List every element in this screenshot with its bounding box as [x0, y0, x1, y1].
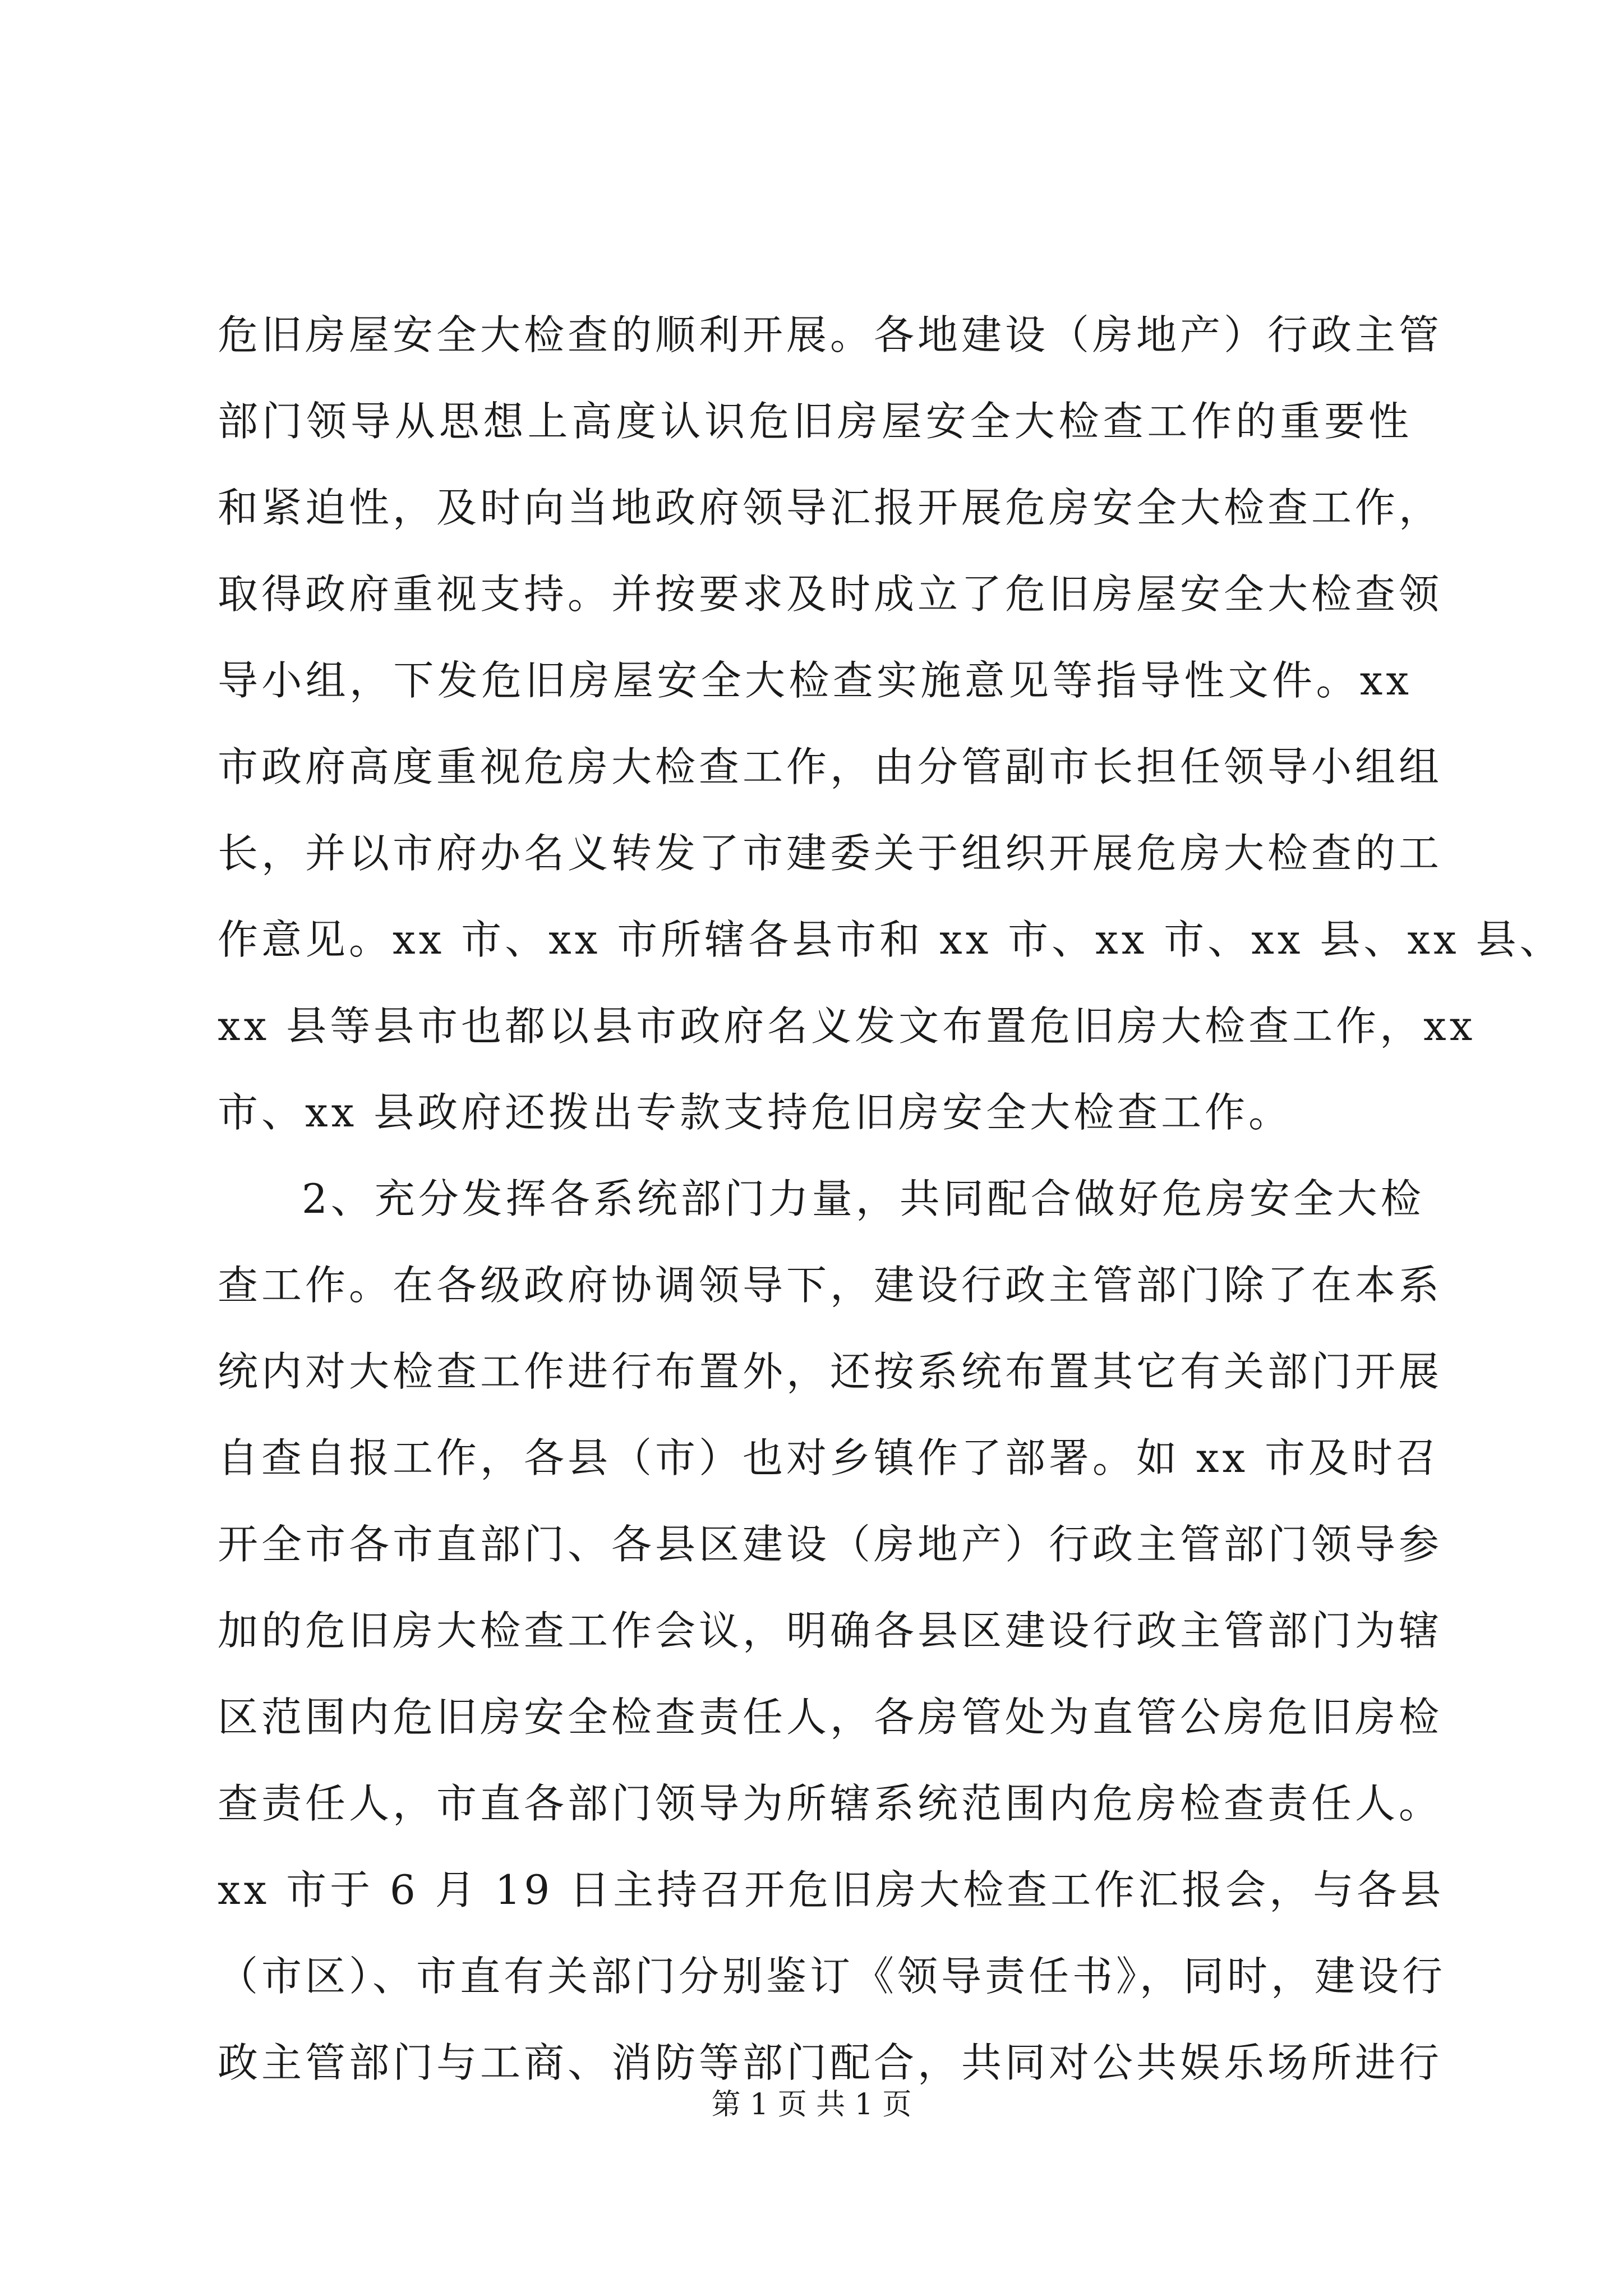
text-line: 市、xx 县政府还拨出专款支持危旧房安全大检查工作。	[218, 1089, 1293, 1136]
text-line: 长，并以市府办名义转发了市建委关于组织开展危房大检查的工	[218, 830, 1443, 877]
text-line: 部门领导从思想上高度认识危旧房屋安全大检查工作的重要性	[218, 398, 1412, 445]
text-line: 导小组，下发危旧房屋安全大检查实施意见等指导性文件。xx	[218, 657, 1412, 704]
text-line: 查工作。在各级政府协调领导下，建设行政主管部门除了在本系	[218, 1262, 1443, 1309]
paragraph-2	[218, 1156, 1446, 2106]
text-line: 查责任人，市直各部门领导为所辖系统范围内危房检查责任人。	[218, 1780, 1443, 1827]
text-line: 加的危旧房大检查工作会议，明确各县区建设行政主管部门为辖	[218, 1607, 1443, 1654]
paragraph-1	[218, 292, 1564, 1156]
text-line: xx 县等县市也都以县市政府名义发文布置危旧房大检查工作，xx	[218, 1002, 1476, 1050]
text-line: 和紧迫性，及时向当地政府领导汇报开展危房安全大检查工作，	[218, 484, 1443, 531]
text-line: 开全市各市直部门、各县区建设（房地产）行政主管部门领导参	[218, 1521, 1443, 1568]
text-line: 作意见。xx 市、xx 市所辖各县市和 xx 市、xx 市、xx 县、xx 县、	[218, 916, 1564, 963]
text-line: （市区）、市直有关部门分别鉴订《领导责任书》，同时，建设行	[218, 1953, 1446, 2000]
text-line: 区范围内危旧房安全检查责任人，各房管处为直管公房危旧房检	[218, 1694, 1443, 1741]
text-line: 2、充分发挥各系统部门力量，共同配合做好危房安全大检	[302, 1175, 1424, 1222]
page-number-footer: 第 1 页 共 1 页	[711, 2088, 912, 2122]
text-line: 危旧房屋安全大检查的顺利开展。各地建设（房地产）行政主管	[218, 311, 1443, 358]
document-body	[218, 292, 1564, 2106]
text-line: xx 市于 6 月 19 日主持召开危旧房大检查工作汇报会，与各县	[218, 1866, 1445, 1913]
text-line: 自查自报工作，各县（市）也对乡镇作了部署。如 xx 市及时召	[218, 1434, 1440, 1481]
text-line: 取得政府重视支持。并按要求及时成立了危旧房屋安全大检查领	[218, 570, 1443, 618]
text-line: 市政府高度重视危房大检查工作，由分管副市长担任领导小组组	[218, 743, 1443, 790]
text-line: 政主管部门与工商、消防等部门配合，共同对公共娱乐场所进行	[218, 2039, 1443, 2086]
text-line: 统内对大检查工作进行布置外，还按系统布置其它有关部门开展	[218, 1348, 1443, 1395]
